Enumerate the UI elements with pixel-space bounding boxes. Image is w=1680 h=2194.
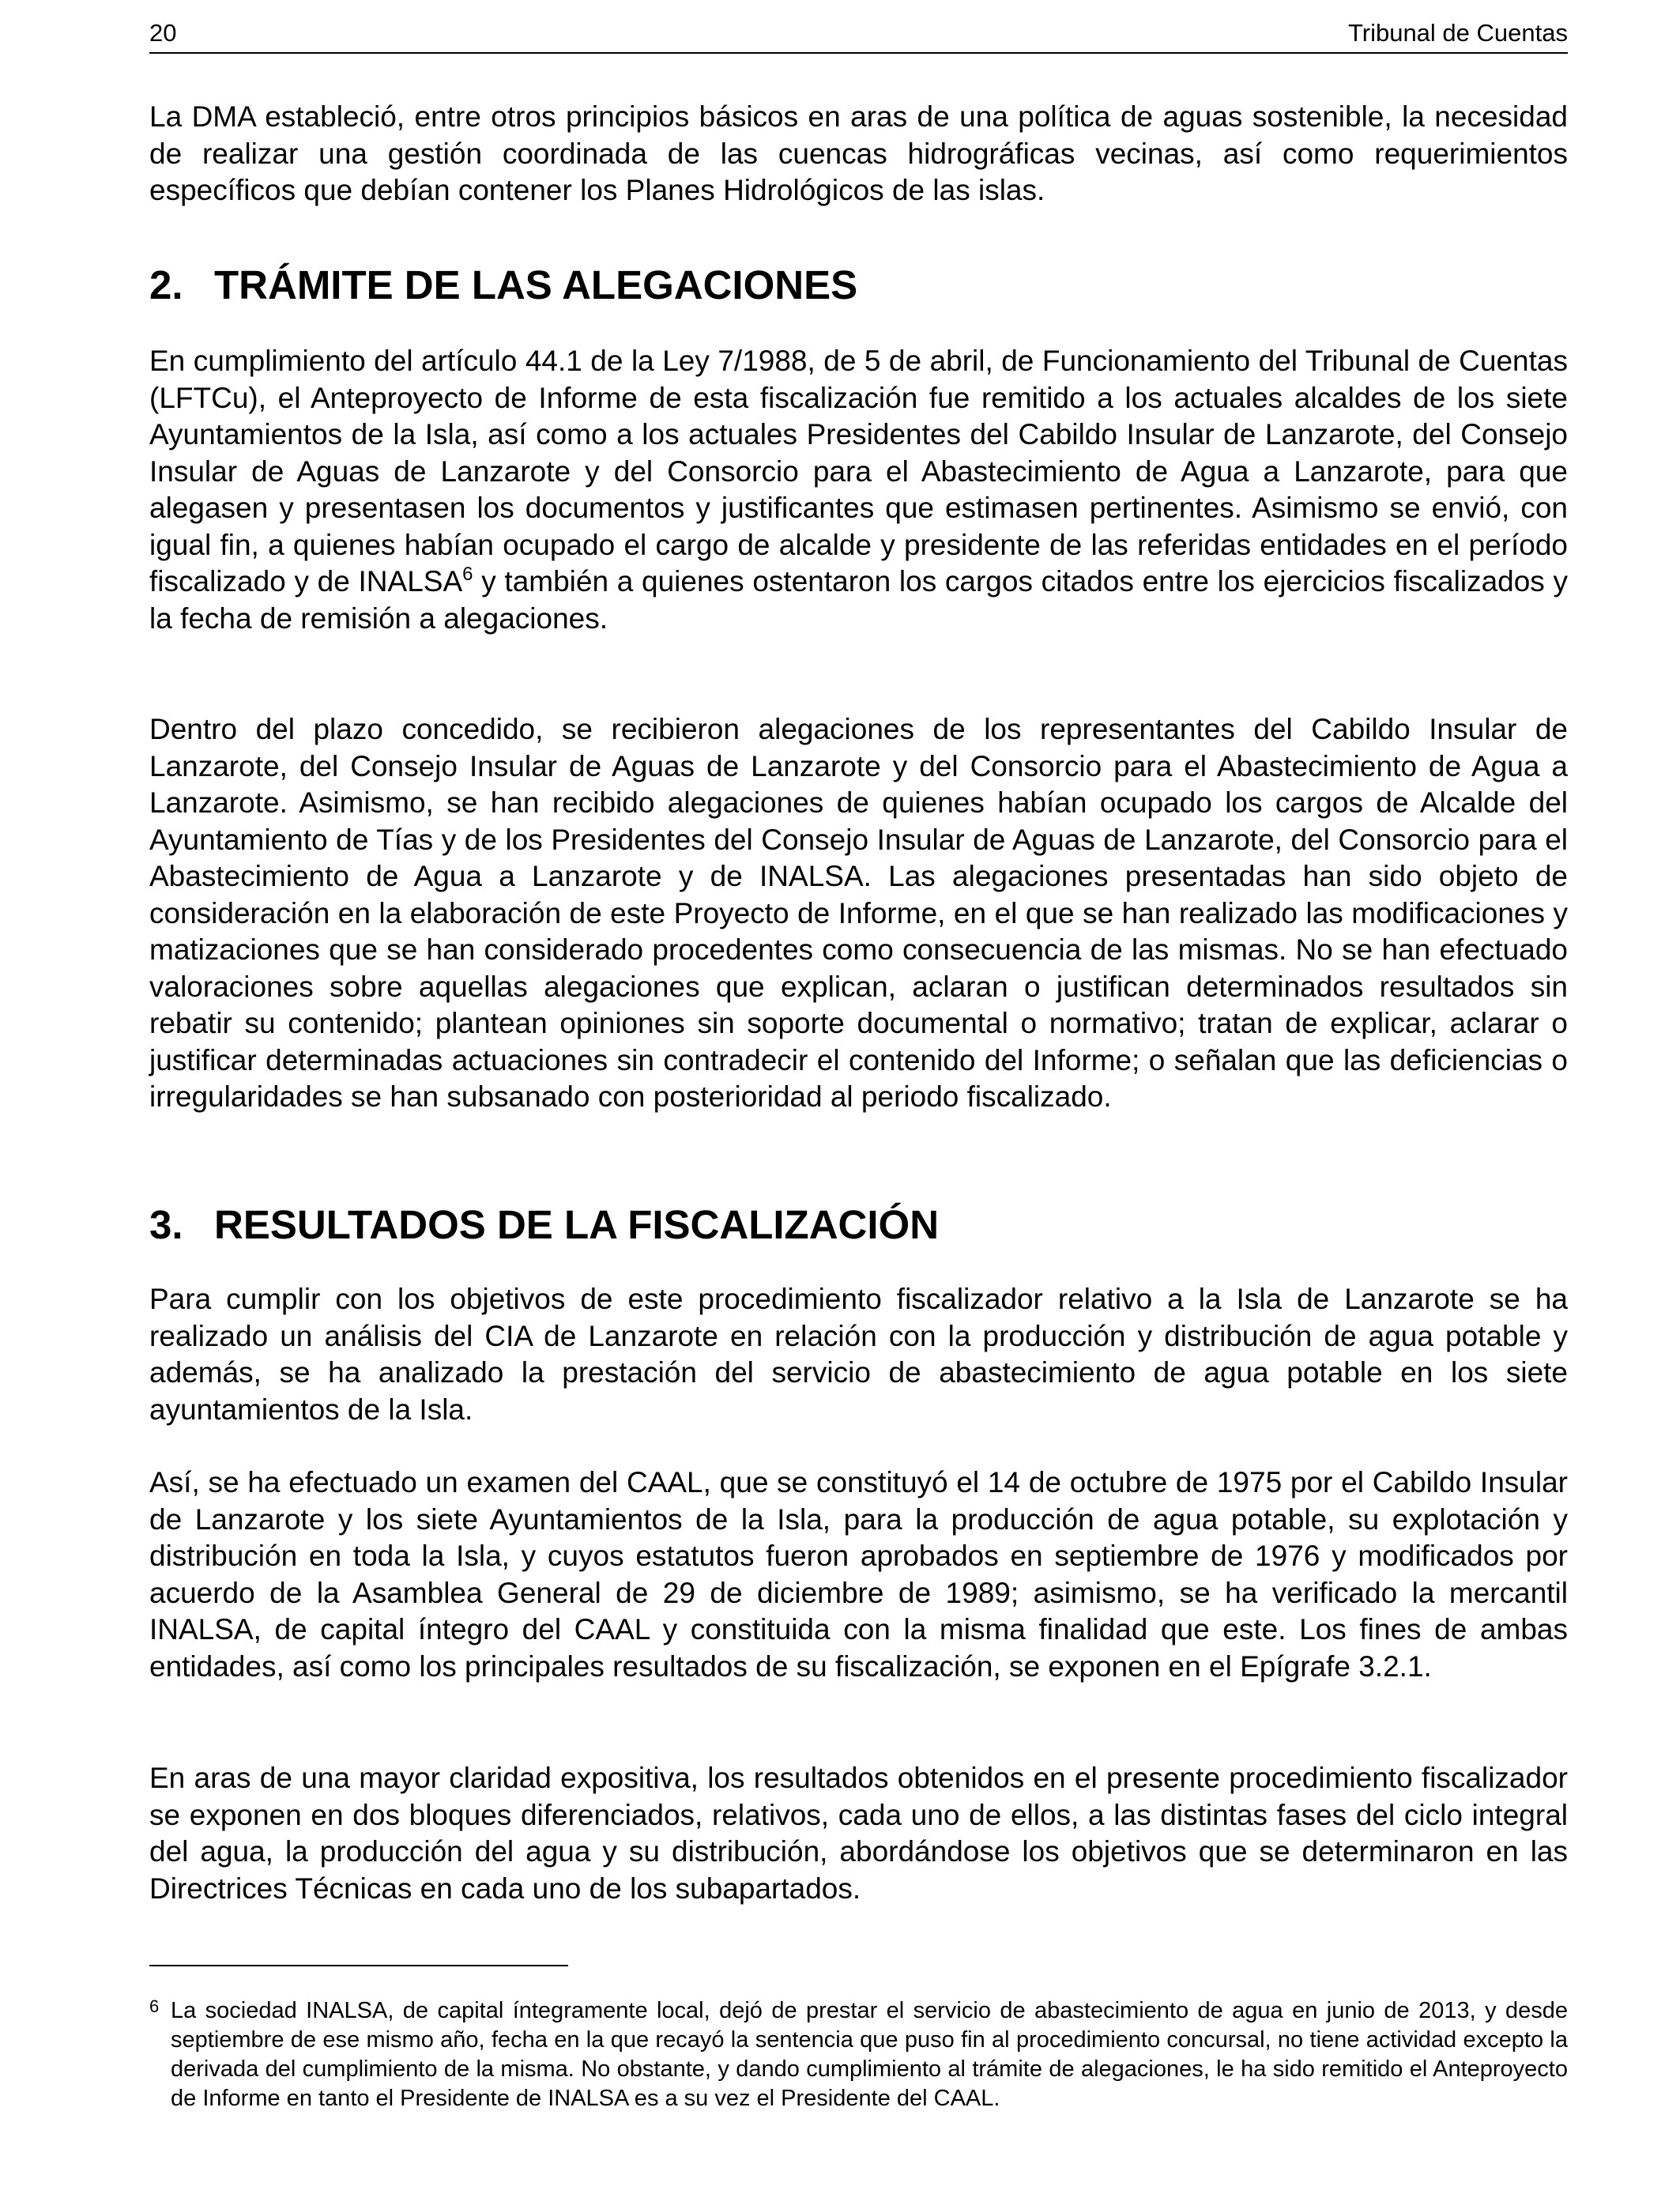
- section-3-paragraph-3-block: [149, 1760, 1568, 1907]
- footnote: [149, 1996, 1568, 2113]
- section-3-paragraph-1-block: [149, 1281, 1568, 1428]
- section-3-title: RESULTADOS DE LA FISCALIZACIÓN: [214, 1202, 940, 1247]
- section-3-paragraph-3: En aras de una mayor claridad expositiva, los resultados obtenidos en el presente procedimiento fiscalizador se exponen en dos bloques diferenciados, relativos, cada uno de ellos, a las distintas fases del ciclo integral del agua, la producción del agua y su distribución, abordándose los objetivos que se determinaron en las Directrices Técnicas en cada uno de los subapartados.: [149, 1762, 1568, 1905]
- footnote-separator: [149, 1965, 568, 1966]
- page-header: [149, 17, 1568, 54]
- section-2-paragraph-2-block: [149, 711, 1568, 1116]
- section-2-paragraph-1-block: [149, 343, 1568, 637]
- section-2-paragraph-1-text: En cumplimiento del artículo 44.1 de la Ley 7/1988, de 5 de abril, de Funcionamiento del Tribunal de Cuentas (LFTCu), el Anteproyecto de Informe de esta fiscalización fue remitido a los actuales alcaldes de los siete Ayuntamientos de la Isla, así como a los actuales Presidentes del Cabildo Insular de Lanzarote, del Consejo Insular de Aguas de Lanzarote y del Consorcio para el Abastecimiento de Agua a Lanzarote, para que alegasen y presentasen los documentos y justificantes que estimasen pertinentes. Asimismo se envió, con igual fin, a quienes habían ocupado el cargo de alcalde y presidente de las referidas entidades en el período fiscalizado y de INALSA: [149, 345, 1568, 598]
- footnote-mark: 6: [149, 1996, 160, 2016]
- intro-section: [149, 99, 1568, 209]
- section-2-paragraph-1-continuation: y también a quienes ostentaron los cargos citados entre los ejercicios fiscalizados y la fecha de remisión a alegaciones.: [149, 565, 1569, 635]
- section-2-paragraph-1: [149, 343, 1568, 637]
- section-3-paragraph-2: Así, se ha efectuado un examen del CAAL, que se constituyó el 14 de octubre de 1975 por el Cabildo Insular de Lanzarote y los siete Ayuntamientos de la Isla, para la producción de agua potable, su explotación y distribución en toda la Isla, y cuyos estatutos fueron aprobados en septiembre de 1976 y modificados por acuerdo de la Asamblea General de 29 de diciembre de 1989; asimismo, se ha verificado la mercantil INALSA, de capital íntegro del CAAL y constituida con la misma finalidad que este. Los fines de ambas entidades, así como los principales resultados de su fiscalización, se exponen en el Epígrafe 3.2.1.: [149, 1466, 1568, 1683]
- section-3-number: 3.: [149, 1202, 183, 1247]
- section-2-paragraph-2: Dentro del plazo concedido, se recibieron alegaciones de los representantes del Cabildo Insular de Lanzarote, del Consejo Insular de Aguas de Lanzarote y del Consorcio para el Abastecimiento de Agua a Lanzarote. Asimismo, se han recibido alegaciones de quienes habían ocupado los cargos de Alcalde del Ayuntamiento de Tías y de los Presidentes del Consejo Insular de Aguas de Lanzarote, del Consorcio para el Abastecimiento de Agua a Lanzarote y de INALSA. Las alegaciones presentadas han sido objeto de consideración en la elaboración de este Proyecto de Informe, en el que se han realizado las modificaciones y matizaciones que se han considerado procedentes como consecuencia de las mismas. No se han efectuado valoraciones sobre aquellas alegaciones que explican, aclaran o justifican determinados resultados sin rebatir su contenido; plantean opiniones sin soporte documental o normativo; tratan de explicar, aclarar o justificar determinadas actuaciones sin contradecir el contenido del Informe; o señalan que las deficiencias o irregularidades se han subsanado con posterioridad al periodo fiscalizado.: [149, 713, 1568, 1113]
- section-2-heading: [149, 262, 1568, 308]
- running-title: Tribunal de Cuentas: [1347, 19, 1568, 47]
- section-3-paragraph-1: Para cumplir con los objetivos de este procedimiento fiscalizador relativo a la Isla de Lanzarote se ha realizado un análisis del CIA de Lanzarote en relación con la producción y distribución de agua potable y además, se ha analizado la prestación del servicio de abastecimiento de agua potable en los siete ayuntamientos de la Isla.: [149, 1283, 1568, 1426]
- footnote-reference[interactable]: 6: [462, 564, 473, 585]
- document-page: [149, 0, 1568, 2194]
- intro-paragraph: La DMA estableció, entre otros principios básicos en aras de una política de aguas sostenible, la necesidad de realizar una gestión coordinada de las cuencas hidrográficas vecinas, así como requerimientos específicos que debían contener los Planes Hidrológicos de las islas.: [149, 100, 1568, 206]
- section-3-paragraph-2-block: [149, 1465, 1568, 1685]
- section-3-heading: [149, 1201, 1568, 1248]
- section-2-number: 2.: [149, 262, 183, 307]
- footnote-text: La sociedad INALSA, de capital íntegramente local, dejó de prestar el servicio de abastecimiento de agua en junio de 2013, y desde septiembre de ese mismo año, fecha en la que recayó la sentencia que puso fin al procedimiento concursal, no tiene actividad excepto la derivada del cumplimiento de la misma. No obstante, y dando cumplimiento al trámite de alegaciones, le ha sido remitido el Anteproyecto de Informe en tanto el Presidente de INALSA es a su vez el Presidente del CAAL.: [171, 1998, 1568, 2111]
- page-number: 20: [149, 19, 177, 47]
- section-2-title: TRÁMITE DE LAS ALEGACIONES: [214, 262, 858, 307]
